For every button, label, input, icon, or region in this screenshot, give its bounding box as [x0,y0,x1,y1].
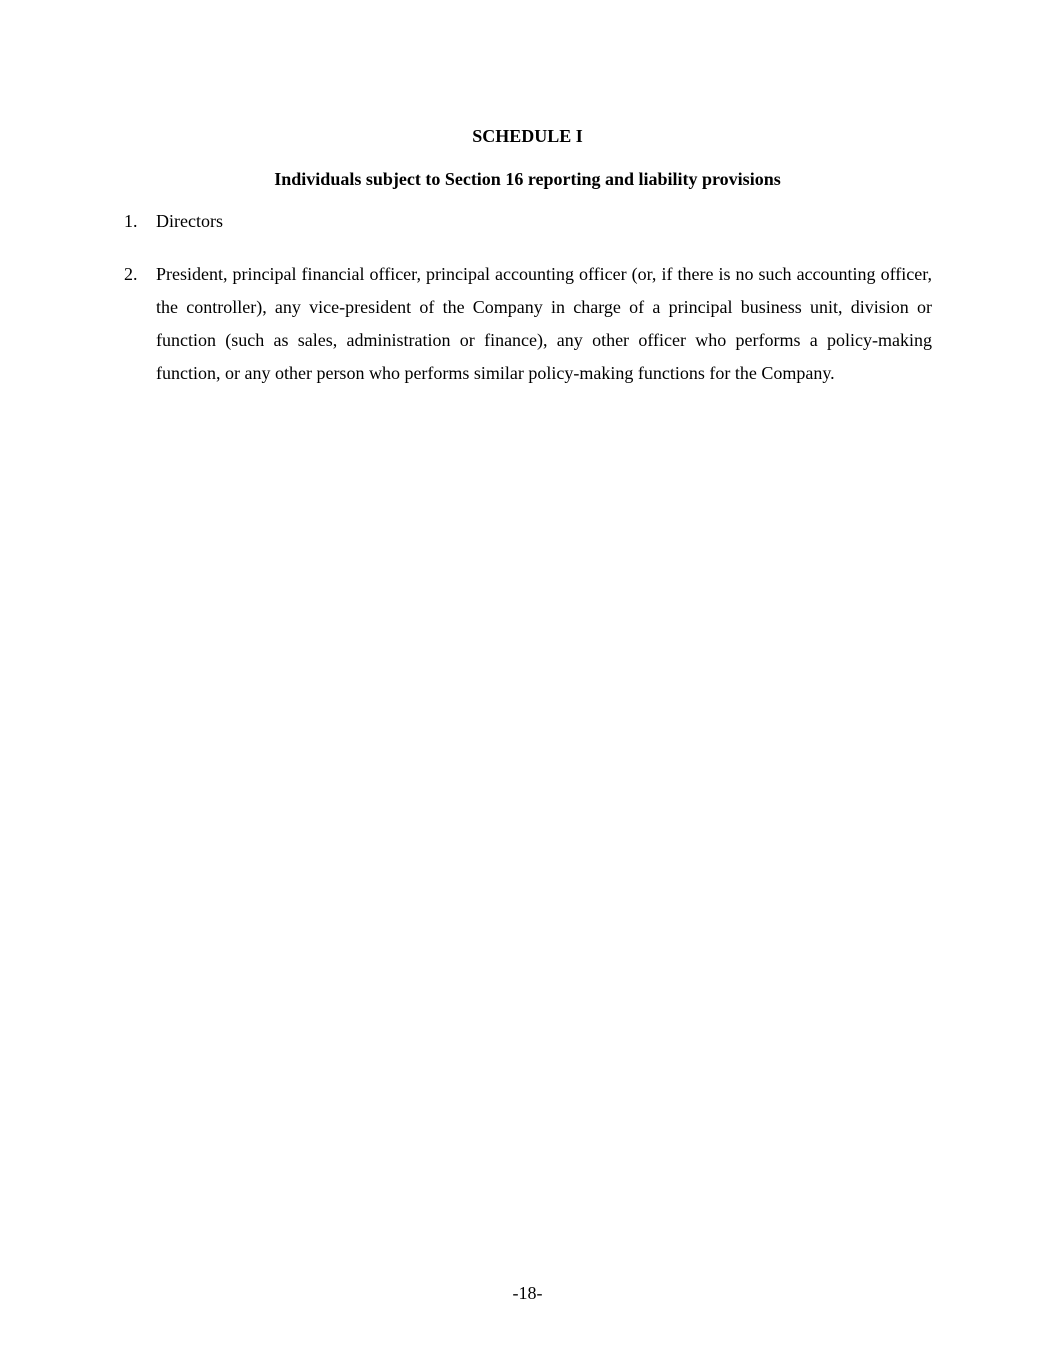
list-item-officers [124,258,932,390]
list-item-number: 1. [124,211,138,231]
list-item-number: 2. [124,264,138,284]
list-item-text: Directors [156,211,223,231]
page-number: -18- [512,1283,543,1303]
list-item-directors [124,205,932,238]
list-item-text: President, principal financial officer, principal accounting officer (or, if there is no such accounting officer, the controller), any vice-president of the Company in charge of a principal business unit, division or function (such as sales, administration or finance), any other officer who performs a policy-making function, or any other person who performs similar policy-making functions for the Company. [156,264,932,383]
schedule-subtitle: Individuals subject to Section 16 reporting and liability provisions [274,169,781,189]
schedule-title: SCHEDULE I [472,126,583,146]
